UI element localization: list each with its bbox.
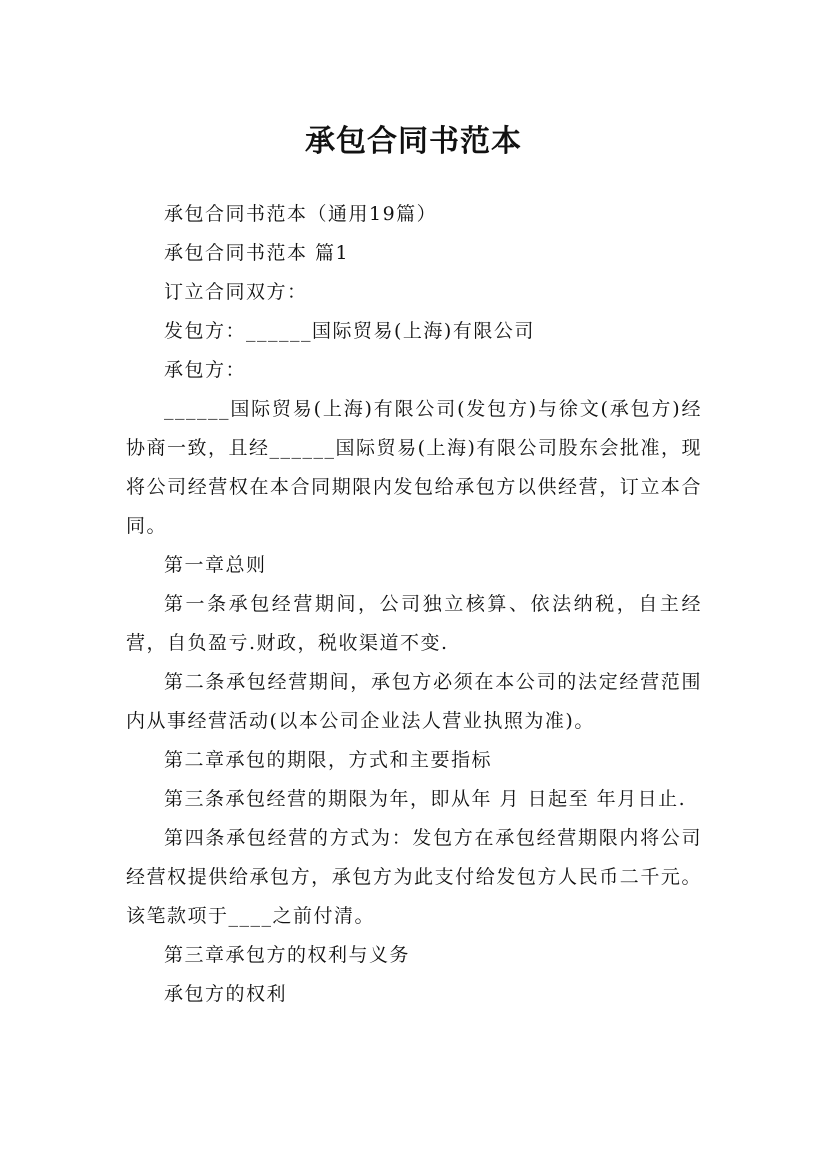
paragraph: 承包方的权利 (164, 983, 288, 1005)
paragraph: 承包合同书范本 篇1 (164, 242, 350, 264)
paragraph: ______国际贸易(上海)有限公司(发包方)与徐文(承包方)经协商一致，且经______国际贸易(上海)有限公司股东会批准，现将公司经营权在本合同期限内发包给承包方以供经营，订立本合同。 (126, 398, 702, 537)
paragraph: 发包方：______国际贸易(上海)有限公司 (164, 320, 535, 342)
paragraph: 第一条承包经营期间，公司独立核算、依法纳税，自主经营，自负盈亏.财政，税收渠道不变. (126, 593, 702, 654)
chapter-heading: 第一章总则 (164, 554, 267, 576)
paragraph: 承包方： (164, 359, 247, 381)
paragraph: 第三条承包经营的期限为年，即从年 月 日起至 年月日止. (164, 788, 687, 810)
paragraph: 订立合同双方： (164, 281, 308, 303)
paragraph: 第四条承包经营的方式为：发包方在承包经营期限内将公司经营权提供给承包方，承包方为此支付给发包方人民币二千元。该笔款项于____之前付清。 (126, 827, 702, 927)
paragraph: 第二条承包经营期间，承包方必须在本公司的法定经营范围内从事经营活动(以本公司企业法人营业执照为准)。 (126, 671, 702, 732)
document-body (126, 195, 702, 1014)
chapter-heading: 第三章承包方的权利与义务 (164, 944, 411, 966)
document-title: 承包合同书范本 (305, 124, 522, 160)
chapter-heading: 第二章承包的期限，方式和主要指标 (164, 749, 493, 771)
paragraph: 承包合同书范本（通用19篇） (164, 203, 438, 225)
